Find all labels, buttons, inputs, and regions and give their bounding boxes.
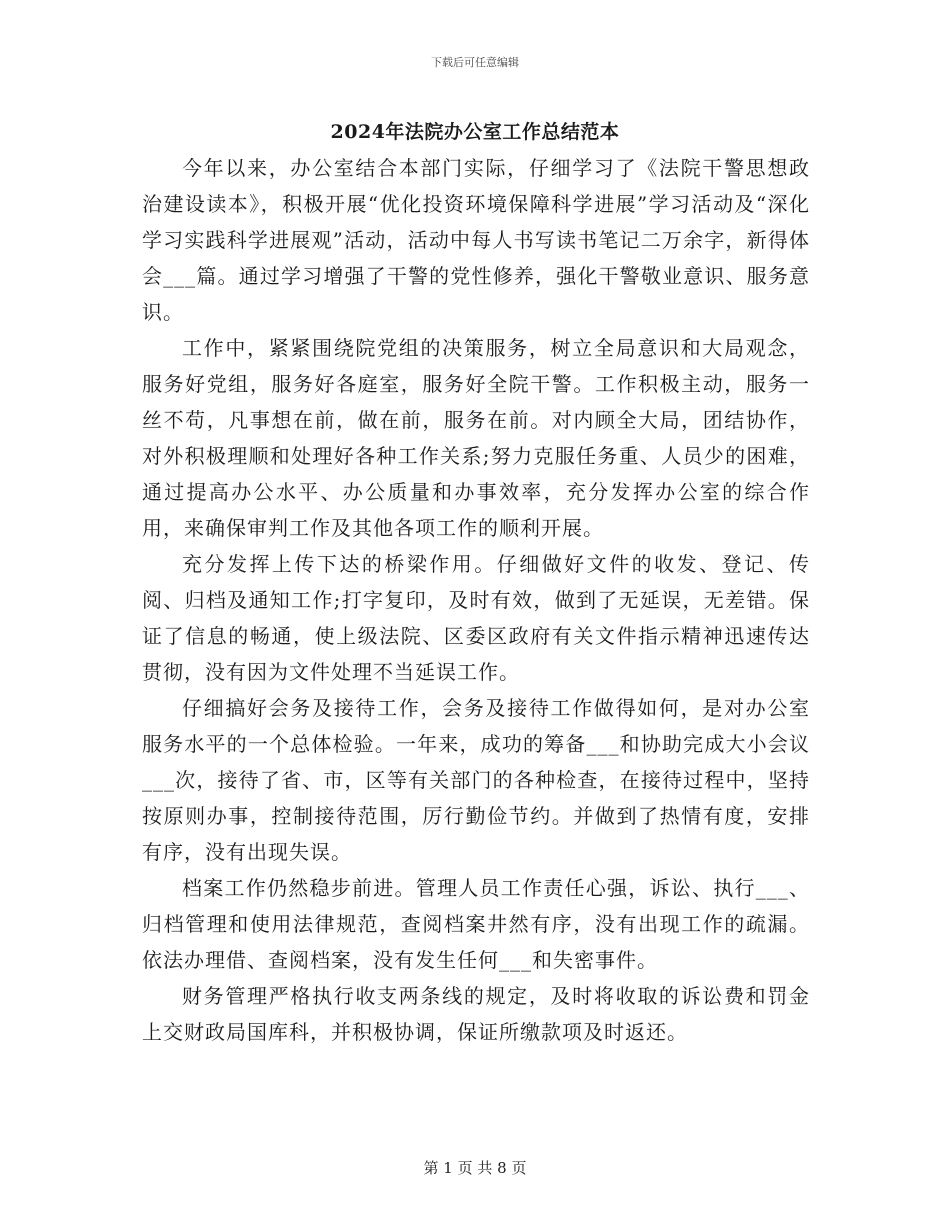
paragraph: 今年以来，办公室结合本部门实际，仔细学习了《法院干警思想政治建设读本》，积极开展“优化投资环境保障科学进展”学习活动及“深化学习实践科学进展观”活动，活动中每人书写读书笔记二万余字，新得体会___篇。通过学习增强了干警的党性修养，强化干警敬业意识、服务意识。 [142, 156, 810, 324]
paragraph: 档案工作仍然稳步前进。管理人员工作责任心强，诉讼、执行___、归档管理和使用法律规范，查阅档案井然有序，没有出现工作的疏漏。依法办理借、查阅档案，没有发生任何___和失密事件。 [142, 876, 810, 972]
paragraph: 充分发挥上传下达的桥梁作用。仔细做好文件的收发、登记、传阅、归档及通知工作;打字复印，及时有效，做到了无延误，无差错。保证了信息的畅通，使上级法院、区委区政府有关文件指示精神迅速传达贯彻，没有因为文件处理不当延误工作。 [142, 552, 810, 684]
paragraph: 财务管理严格执行收支两条线的规定，及时将收取的诉讼费和罚金上交财政局国库科，并积极协调，保证所缴款项及时返还。 [142, 984, 810, 1044]
document-title: 2024年法院办公室工作总结范本 [330, 121, 620, 143]
paragraph: 工作中，紧紧围绕院党组的决策服务，树立全局意识和大局观念，服务好党组，服务好各庭室，服务好全院干警。工作积极主动，服务一丝不苟，凡事想在前，做在前，服务在前。对内顾全大局，团结协作，对外积极理顺和处理好各种工作关系;努力克服任务重、人员少的困难，通过提高办公水平、办公质量和办事效率，充分发挥办公室的综合作用，来确保审判工作及其他各项工作的顺利开展。 [142, 336, 810, 540]
page-number: 第 1 页 共 8 页 [423, 1159, 527, 1177]
document-body [142, 150, 810, 1050]
paragraph: 仔细搞好会务及接待工作，会务及接待工作做得如何，是对办公室服务水平的一个总体检验。一年来，成功的筹备___和协助完成大小会议___次，接待了省、市，区等有关部门的各种检查，在接待过程中，坚持按原则办事，控制接待范围，厉行勤俭节约。并做到了热情有度，安排有序，没有出现失误。 [142, 696, 810, 864]
page-header-note: 下载后可任意编辑 [431, 56, 519, 69]
